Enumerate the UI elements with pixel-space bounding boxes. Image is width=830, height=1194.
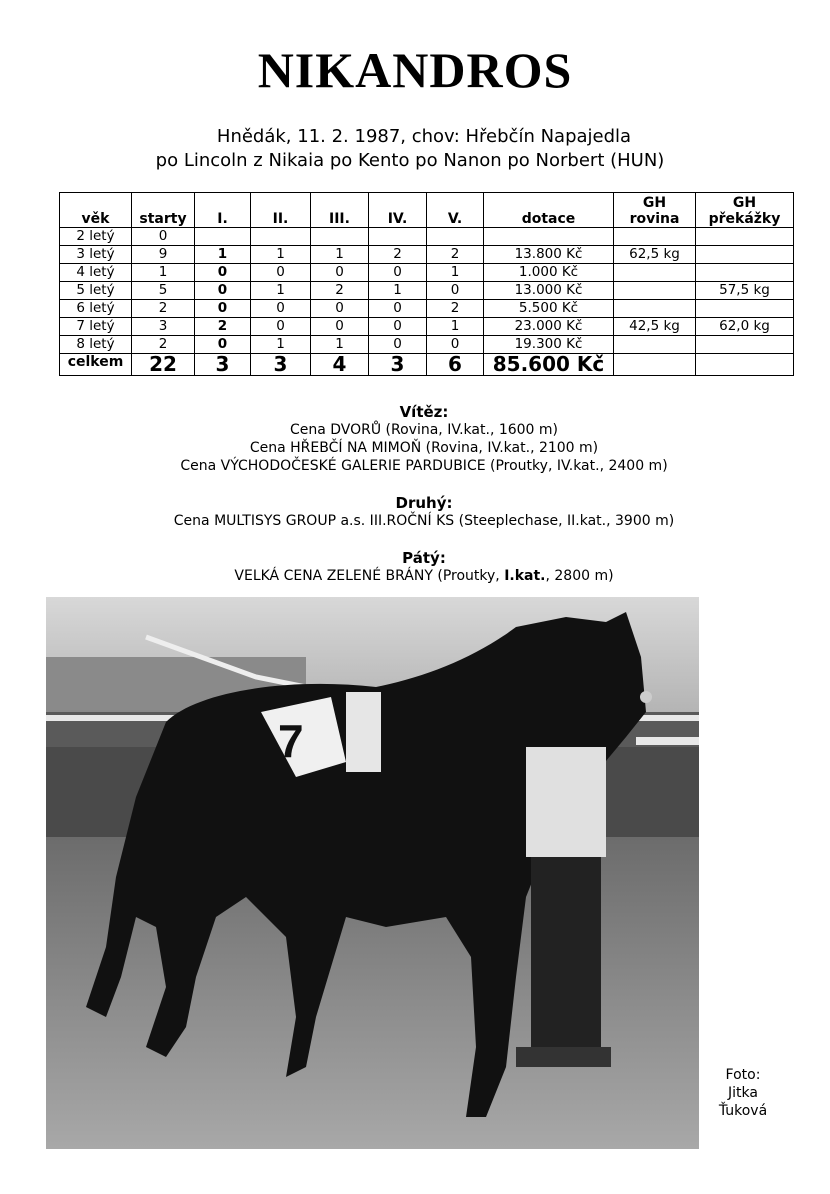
table-cell: 3 letý	[60, 246, 132, 264]
table-cell: 2	[369, 246, 427, 264]
table-cell	[696, 300, 794, 318]
table-cell: 0	[195, 300, 251, 318]
table-cell: 1	[251, 336, 311, 354]
column-header: V.	[427, 193, 484, 228]
table-row	[60, 246, 794, 264]
table-cell	[696, 228, 794, 246]
table-cell	[696, 264, 794, 282]
fifth-race-text-end: , 2800 m)	[545, 568, 614, 584]
column-header: GH rovina	[614, 193, 696, 228]
table-row	[60, 336, 794, 354]
table-row	[60, 300, 794, 318]
table-cell: 19.300 Kč	[484, 336, 614, 354]
table-row	[60, 282, 794, 300]
table-cell: 2	[132, 336, 195, 354]
table-cell	[614, 282, 696, 300]
table-header-row	[60, 193, 794, 228]
table-cell: 0	[311, 264, 369, 282]
table-cell	[195, 228, 251, 246]
table-cell: 6	[427, 354, 484, 376]
fifth-race	[0, 567, 830, 585]
table-cell: 3	[369, 354, 427, 376]
table-row	[60, 264, 794, 282]
table-cell: 0	[251, 264, 311, 282]
table-cell	[251, 228, 311, 246]
table-cell: 0	[369, 318, 427, 336]
table-cell: 2 letý	[60, 228, 132, 246]
table-cell: 1	[369, 282, 427, 300]
table-cell: 0	[369, 300, 427, 318]
table-cell	[427, 228, 484, 246]
table-cell: 0	[251, 300, 311, 318]
table-cell	[696, 246, 794, 264]
fifth-heading: Pátý:	[402, 549, 446, 567]
table-cell: 0	[427, 282, 484, 300]
table-cell: 6 letý	[60, 300, 132, 318]
photo-credit-label: Foto:	[725, 1067, 761, 1083]
table-cell: 0	[369, 264, 427, 282]
winner-race: Cena VÝCHODOČESKÉ GALERIE PARDUBICE (Proutky, IV.kat., 2400 m)	[180, 458, 668, 474]
table-cell: 4	[311, 354, 369, 376]
table-cell: 5 letý	[60, 282, 132, 300]
table-cell: 0	[311, 300, 369, 318]
table-cell: 1	[132, 264, 195, 282]
column-header: věk	[60, 193, 132, 228]
horse-pedigree: po Lincoln z Nikaia po Kento po Nanon po Norbert (HUN)	[155, 150, 665, 171]
table-cell: 42,5 kg	[614, 318, 696, 336]
column-header: dotace	[484, 193, 614, 228]
table-cell: 1	[311, 336, 369, 354]
table-cell: 57,5 kg	[696, 282, 794, 300]
table-cell: 1	[251, 282, 311, 300]
table-cell: 3	[132, 318, 195, 336]
table-cell: 1	[427, 318, 484, 336]
horse-photo	[46, 597, 699, 1149]
table-cell: 5.500 Kč	[484, 300, 614, 318]
table-cell	[614, 336, 696, 354]
column-header: starty	[132, 193, 195, 228]
column-header: I.	[195, 193, 251, 228]
table-cell: 9	[132, 246, 195, 264]
column-header: GH překážky	[696, 193, 794, 228]
table-cell: 23.000 Kč	[484, 318, 614, 336]
table-cell: 3	[195, 354, 251, 376]
winner-section	[0, 403, 830, 475]
table-cell: 2	[427, 246, 484, 264]
table-cell: celkem	[60, 354, 132, 376]
table-cell	[696, 354, 794, 376]
table-cell	[614, 264, 696, 282]
second-heading: Druhý:	[395, 494, 453, 512]
table-cell: 0	[311, 318, 369, 336]
horse-description: Hnědák, 11. 2. 1987, chov: Hřebčín Napajedla	[216, 126, 632, 147]
table-cell	[614, 300, 696, 318]
table-row	[60, 228, 794, 246]
winner-race: Cena HŘEBČÍ NA MIMOŇ (Rovina, IV.kat., 2100 m)	[249, 440, 599, 456]
table-cell: 13.800 Kč	[484, 246, 614, 264]
page-title: NIKANDROS	[257, 42, 573, 98]
table-cell: 2	[427, 300, 484, 318]
saddle-cloth-number: 7	[278, 715, 304, 767]
table-cell: 1.000 Kč	[484, 264, 614, 282]
table-cell	[311, 228, 369, 246]
table-cell: 0	[195, 264, 251, 282]
table-row	[60, 318, 794, 336]
race-statistics-table	[59, 192, 794, 376]
table-cell: 5	[132, 282, 195, 300]
table-cell: 0	[251, 318, 311, 336]
table-cell: 0	[132, 228, 195, 246]
fifth-race-text: VELKÁ CENA ZELENÉ BRÁNY (Proutky,	[234, 568, 505, 584]
table-cell	[614, 354, 696, 376]
table-total-row	[60, 354, 794, 376]
table-cell: 22	[132, 354, 195, 376]
photo-credit-firstname: Jitka	[728, 1085, 758, 1101]
table-cell: 0	[427, 336, 484, 354]
table-cell: 1	[195, 246, 251, 264]
table-cell: 62,5 kg	[614, 246, 696, 264]
table-cell: 13.000 Kč	[484, 282, 614, 300]
table-cell	[484, 228, 614, 246]
winner-race: Cena DVORŮ (Rovina, IV.kat., 1600 m)	[289, 422, 559, 438]
fifth-race-category: I.kat.	[504, 568, 546, 584]
winner-heading: Vítěz:	[399, 403, 449, 421]
table-cell: 1	[251, 246, 311, 264]
table-cell: 0	[195, 282, 251, 300]
table-cell: 1	[427, 264, 484, 282]
second-section	[0, 494, 830, 530]
column-header: IV.	[369, 193, 427, 228]
table-cell: 2	[132, 300, 195, 318]
table-cell	[696, 336, 794, 354]
table-cell	[369, 228, 427, 246]
fifth-section	[0, 549, 830, 585]
table-cell: 0	[369, 336, 427, 354]
table-cell: 3	[251, 354, 311, 376]
photo-credit-surname: Ťuková	[718, 1103, 768, 1119]
table-cell: 62,0 kg	[696, 318, 794, 336]
column-header: III.	[311, 193, 369, 228]
table-cell: 1	[311, 246, 369, 264]
photo-credit	[713, 1066, 773, 1120]
table-cell: 4 letý	[60, 264, 132, 282]
table-cell: 2	[195, 318, 251, 336]
table-cell: 8 letý	[60, 336, 132, 354]
table-cell: 0	[195, 336, 251, 354]
second-race: Cena MULTISYS GROUP a.s. III.ROČNÍ KS (Steeplechase, II.kat., 3900 m)	[173, 513, 675, 529]
table-cell: 85.600 Kč	[484, 354, 614, 376]
table-cell: 7 letý	[60, 318, 132, 336]
table-cell: 2	[311, 282, 369, 300]
table-cell	[614, 228, 696, 246]
column-header: II.	[251, 193, 311, 228]
